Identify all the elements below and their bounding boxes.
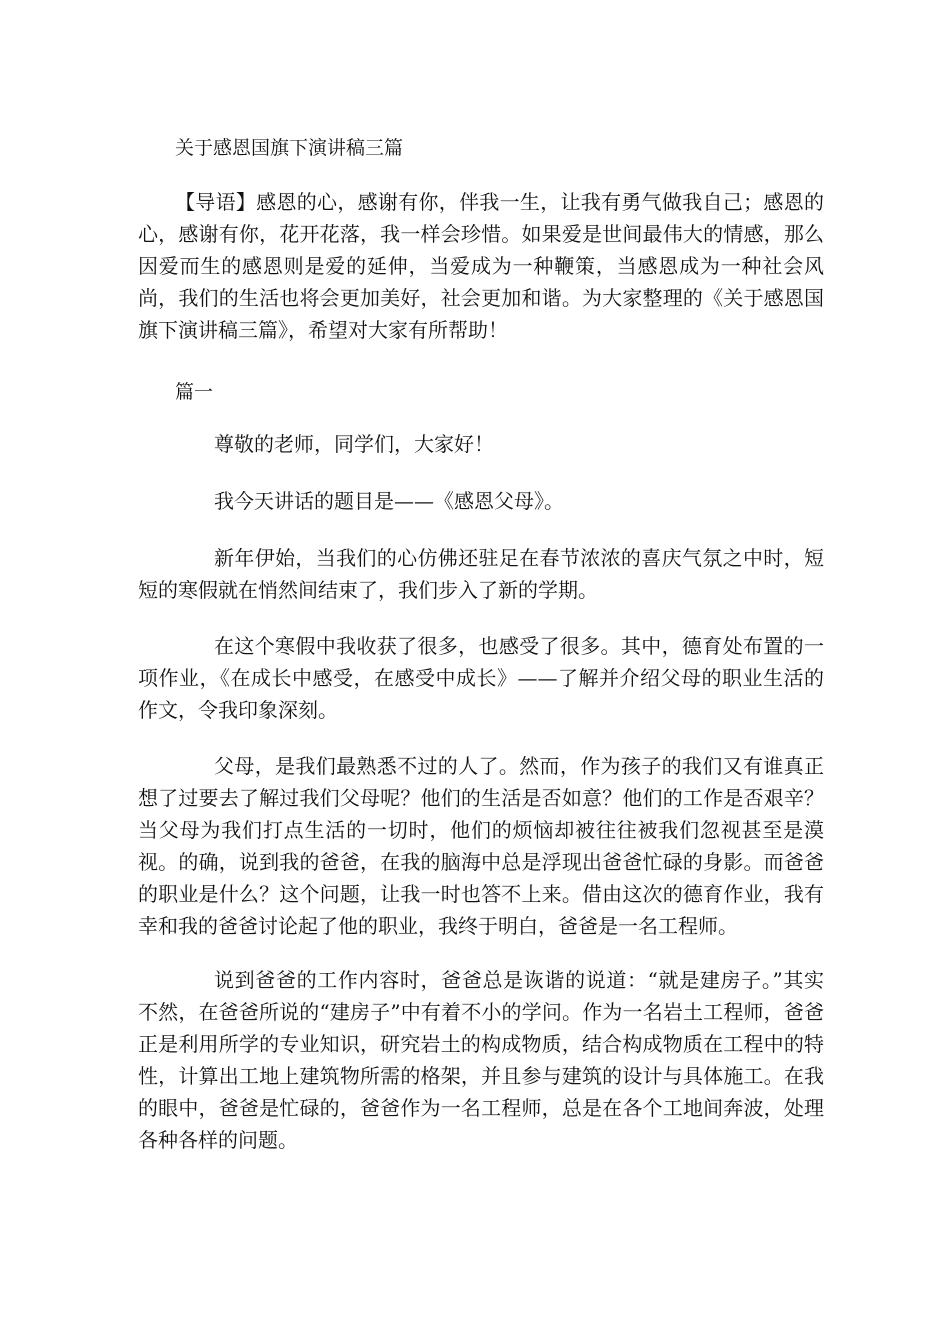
paragraph-new-term: 新年伊始，当我们的心仿佛还驻足在春节浓浓的喜庆气氛之中时，短短的寒假就在悄然间结束了，我们步入了新的学期。 xyxy=(138,546,824,602)
paragraph-greeting: 尊敬的老师，同学们，大家好！ xyxy=(214,432,494,456)
intro-paragraph: 【导语】感恩的心，感谢有你，伴我一生，让我有勇气做我自己；感恩的心，感谢有你，花开花落，我一样会珍惜。如果爱是世间最伟大的情感，那么因爱而生的感恩则是爱的延伸，当爱成为一种鞭策，当感恩成为一种社会风尚，我们的生活也将会更加美好，社会更加和谐。为大家整理的《关于感恩国旗下演讲稿三篇》，希望对大家有所帮助！ xyxy=(138,190,824,342)
section-heading: 篇一 xyxy=(175,381,214,403)
paragraph-fathers-work: 说到爸爸的工作内容时，爸爸总是诙谐的说道：“就是建房子。”其实不然，在爸爸所说的“建房子”中有着不小的学问。作为一名岩土工程师，爸爸正是利用所学的专业知识，研究岩土的构成物质，结合构成物质在工程中的特性，计算出工地上建筑物所需的格架，并且参与建筑的设计与具体施工。在我的眼中，爸爸是忙碌的，爸爸作为一名工程师，总是在各个工地间奔波，处理各种各样的问题。 xyxy=(138,968,824,1152)
paragraph-topic: 我今天讲话的题目是——《感恩父母》。 xyxy=(214,489,564,513)
paragraph-parents: 父母，是我们最熟悉不过的人了。然而，作为孩子的我们又有谁真正想了过要去了解过我们父母呢？他们的生活是否如意？他们的工作是否艰辛？当父母为我们打点生活的一切时，他们的烦恼却被往往被我们忽视甚至是漠视。的确，说到我的爸爸，在我的脑海中总是浮现出爸爸忙碌的身影。而爸爸的职业是什么？这个问题，让我一时也答不上来。借由这次的德育作业，我有幸和我的爸爸讨论起了他的职业，我终于明白，爸爸是一名工程师。 xyxy=(138,754,824,938)
document-title: 关于感恩国旗下演讲稿三篇 xyxy=(175,137,404,159)
paragraph-winter-break: 在这个寒假中我收获了很多，也感受了很多。其中，德育处布置的一项作业，《在成长中感受，在感受中成长》——了解并介绍父母的职业生活的作文，令我印象深刻。 xyxy=(138,634,824,722)
